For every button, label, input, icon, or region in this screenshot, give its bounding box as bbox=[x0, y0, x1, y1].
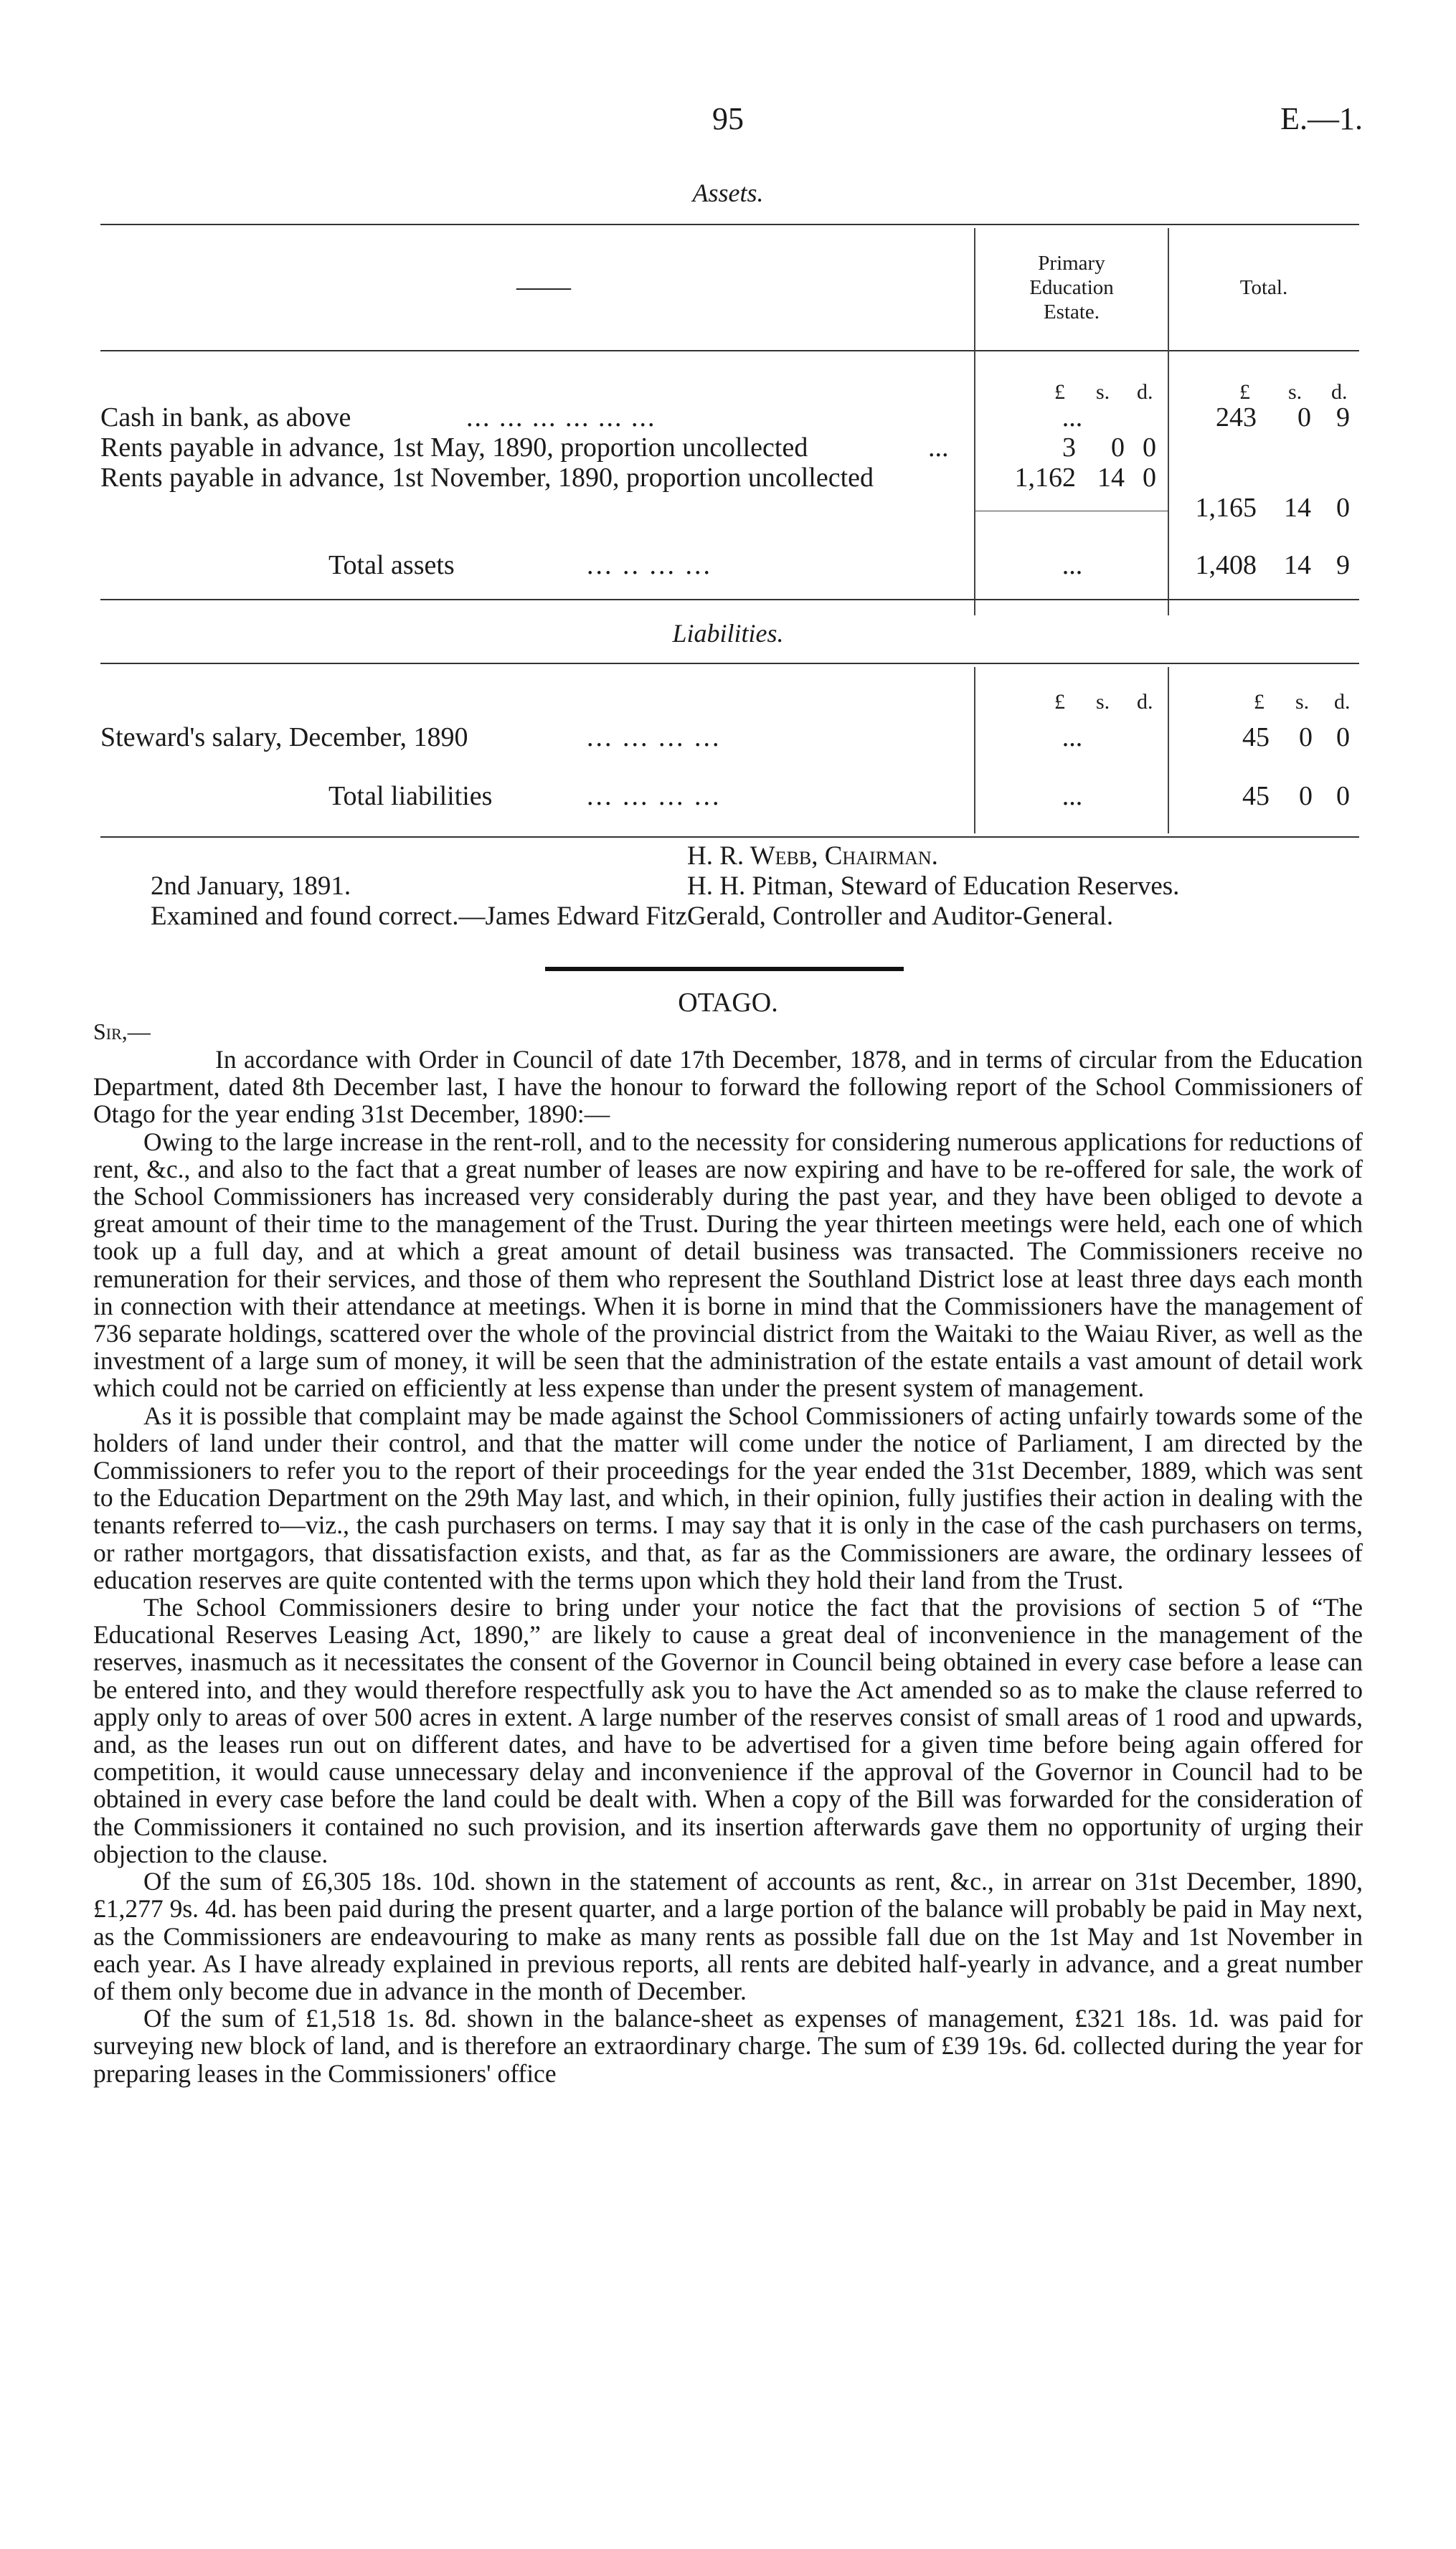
subtotal-pounds: 1,165 bbox=[1195, 493, 1257, 523]
unit-pounds: £ bbox=[1239, 380, 1250, 404]
header-dash: —— bbox=[516, 272, 571, 302]
total-assets-primary: ... bbox=[1062, 550, 1083, 580]
unit-pence: d. bbox=[1331, 380, 1348, 404]
primary-pence: 0 bbox=[1143, 432, 1156, 463]
total-assets-shillings: 14 bbox=[1284, 550, 1311, 580]
document-reference: E.—1. bbox=[1280, 101, 1363, 136]
liabilities-bottom-rule bbox=[100, 836, 1359, 838]
total-liabilities-primary: ... bbox=[1062, 781, 1083, 811]
paragraph: Of the sum of £6,305 18s. 10d. shown in the statement of accounts as rent, &c., in arrear on 31st December, 1890, £1,277 9s. 4d. has been paid during the present quarter, and a large portion of the balance will probably be paid in May next, as the Commissioners are endeavouring to make as many rents as possible fall due on the 1st May and 1st November in each year. As I have already explained in previous reports, all rents are debited half-yearly in advance, and a great number of them only become due in advance in the month of December. bbox=[93, 1867, 1363, 2005]
leader-dots: ... .. ... ... bbox=[587, 550, 712, 580]
primary-shillings: 14 bbox=[1097, 463, 1125, 493]
total-pence: 9 bbox=[1336, 402, 1350, 432]
signature-steward: H. H. Pitman, Steward of Education Reserves. bbox=[687, 871, 1180, 901]
paragraph: Owing to the large increase in the rent-roll, and to the necessity for considering numerous applications for reductions of rent, &c., and also to the fact that a great number of leases are now expiring and have to be re-offered for sale, the work of the School Commissioners has increased very considerably during the past year, and they have been obliged to devote a great amount of their time to the management of the Trust. During the year thirteen meetings were held, each one of which took up a full day, and at which a great amount of detail business was transacted. The Commissioners receive no remuneration for their services, and those of them who represent the Southland District lose at least three days each month in connection with their attendance at meetings. When it is borne in mind that the Commissioners have the management of 736 separate holdings, scattered over the whole of the provincial district from the Waitaki to the Waiau River, as well as the investment of a large sum of money, it will be seen that the administration of the estate entails a vast amount of detail work which could not be carried on efficiently at less expense than under the present system of management. bbox=[93, 1127, 1363, 1403]
liability-pence: 0 bbox=[1336, 722, 1350, 752]
assets-col-divider-1 bbox=[974, 228, 975, 615]
unit-shillings: s. bbox=[1096, 690, 1110, 714]
unit-pounds: £ bbox=[1054, 380, 1065, 404]
paragraph: In accordance with Order in Council of date 17th December, 1878, and in terms of circular from the Education Department, dated 8th December last, I have the honour to forward the following report of the School Commissioners of Otago for the year ending 31st December, 1890:— bbox=[93, 1045, 1363, 1129]
unit-shillings: s. bbox=[1096, 380, 1110, 404]
audit-certification: Examined and found correct.—James Edward FitzGerald, Controller and Auditor-General. bbox=[151, 902, 1114, 931]
liabilities-col-divider-1 bbox=[974, 667, 975, 833]
total-liabilities-shillings: 0 bbox=[1299, 781, 1313, 811]
leader-dots: ... ... ... ... ... ... bbox=[466, 402, 656, 432]
liabilities-title: Liabilities. bbox=[672, 619, 784, 648]
letter-body bbox=[93, 1046, 1363, 2087]
unit-shillings: s. bbox=[1295, 690, 1310, 714]
signature-date: 2nd January, 1891. bbox=[151, 871, 351, 901]
liabilities-col-divider-2 bbox=[1168, 667, 1169, 833]
leader-dots: ... bbox=[928, 432, 949, 463]
letter-heading: OTAGO. bbox=[678, 988, 778, 1018]
primary-value: ... bbox=[1062, 402, 1083, 432]
assets-col-divider-2 bbox=[1168, 228, 1169, 615]
primary-pence: 0 bbox=[1143, 463, 1156, 493]
paragraph: The School Commissioners desire to bring under your notice the fact that the provisions of section 5 of “The Educational Reserves Leasing Act, 1890,” are likely to cause a great deal of inconvenience in the management of the reserves, inasmuch as it necessitates the consent of the Governor in Council being obtained in every case before a lease can be entered into, and they would therefore respectfully ask you to have the Act amended so as to make the clause referred to apply only to areas of over 500 acres in extent. A large number of the reserves consist of small areas of 1 rood and upwards, and, as the leases run out on different dates, and have to be advertised for a given time before being again offered for competition, it would cause unnecessary delay and inconvenience if the approval of the Governor in Council had to be obtained in every case before the land could be dealt with. When a copy of the Bill was forwarded for the consideration of the Commissioners it contained no such provision, and its insertion afterwards gave them no opportunity of urging their objection to the clause. bbox=[93, 1593, 1363, 1868]
total-assets-label: Total assets bbox=[328, 550, 455, 580]
leader-dots: ... ... ... ... bbox=[587, 781, 722, 811]
paragraph: Of the sum of £1,518 1s. 8d. shown in the balance-sheet as expenses of management, £321 18s. 1d. was paid for surveying new block of land, and is therefore an extraordinary charge. The sum of £39 19s. 6d. collected during the year for preparing leases in the Commissioners' office bbox=[93, 2004, 1363, 2088]
page-number: 95 bbox=[712, 101, 744, 136]
assets-header-rule bbox=[100, 350, 1359, 351]
col-total-header: Total. bbox=[1239, 276, 1288, 299]
unit-pence: d. bbox=[1137, 690, 1153, 714]
unit-pounds: £ bbox=[1254, 690, 1264, 714]
total-liabilities-label: Total liabilities bbox=[328, 781, 493, 811]
paragraph: As it is possible that complaint may be made against the School Commissioners of acting unfairly towards some of the holders of land under their control, and that the matter will come under the notice of Parliament, I am directed by the Commissioners to refer you to the report of their proceedings for the year ended the 31st December, 1889, which was sent to the Education Department on the 29th May last, and which, in their opinion, fully justifies their action in dealing with the tenants referred to—viz., the cash purchasers on terms. I may say that it is only in the case of the cash purchasers on terms, or rather mortgagors, that dissatisfaction exists, and that, as far as the Commissioners are aware, the ordinary lessees of education reserves are quite contented with the terms upon which they hold their land from the Trust. bbox=[93, 1401, 1363, 1594]
assets-bottom-rule bbox=[100, 599, 1359, 600]
unit-pence: d. bbox=[1334, 690, 1351, 714]
assets-top-rule bbox=[100, 224, 1359, 225]
total-liabilities-pence: 0 bbox=[1336, 781, 1350, 811]
subtotal-shillings: 14 bbox=[1284, 493, 1311, 523]
liability-shillings: 0 bbox=[1299, 722, 1313, 752]
unit-pounds: £ bbox=[1054, 690, 1065, 714]
liability-row-label: Steward's salary, December, 1890 bbox=[100, 722, 468, 752]
signature-chairman: H. R. Webb, Chairman. bbox=[687, 841, 938, 871]
total-shillings: 0 bbox=[1297, 402, 1311, 432]
asset-row-label: Rents payable in advance, 1st November, 1890, proportion uncollected bbox=[100, 463, 874, 493]
assets-title: Assets. bbox=[692, 179, 764, 207]
primary-pounds: 3 bbox=[1062, 432, 1076, 463]
asset-row-label: Rents payable in advance, 1st May, 1890, proportion uncollected bbox=[100, 432, 808, 463]
unit-pence: d. bbox=[1137, 380, 1153, 404]
primary-shillings: 0 bbox=[1111, 432, 1125, 463]
liability-pounds: 45 bbox=[1242, 722, 1270, 752]
primary-pounds: 1,162 bbox=[1014, 463, 1076, 493]
letter-salutation: Sir,— bbox=[93, 1018, 151, 1044]
total-assets-pounds: 1,408 bbox=[1195, 550, 1257, 580]
asset-row-label: Cash in bank, as above bbox=[100, 402, 351, 432]
liability-primary: ... bbox=[1062, 722, 1083, 752]
subtotal-pence: 0 bbox=[1336, 493, 1350, 523]
total-assets-pence: 9 bbox=[1336, 550, 1350, 580]
unit-shillings: s. bbox=[1288, 380, 1303, 404]
liabilities-top-rule bbox=[100, 663, 1359, 664]
total-pounds: 243 bbox=[1216, 402, 1257, 432]
col-primary-header: Primary Education Estate. bbox=[1029, 252, 1114, 323]
total-liabilities-pounds: 45 bbox=[1242, 781, 1270, 811]
leader-dots: ... ... ... ... bbox=[587, 722, 722, 752]
section-divider bbox=[545, 967, 904, 971]
